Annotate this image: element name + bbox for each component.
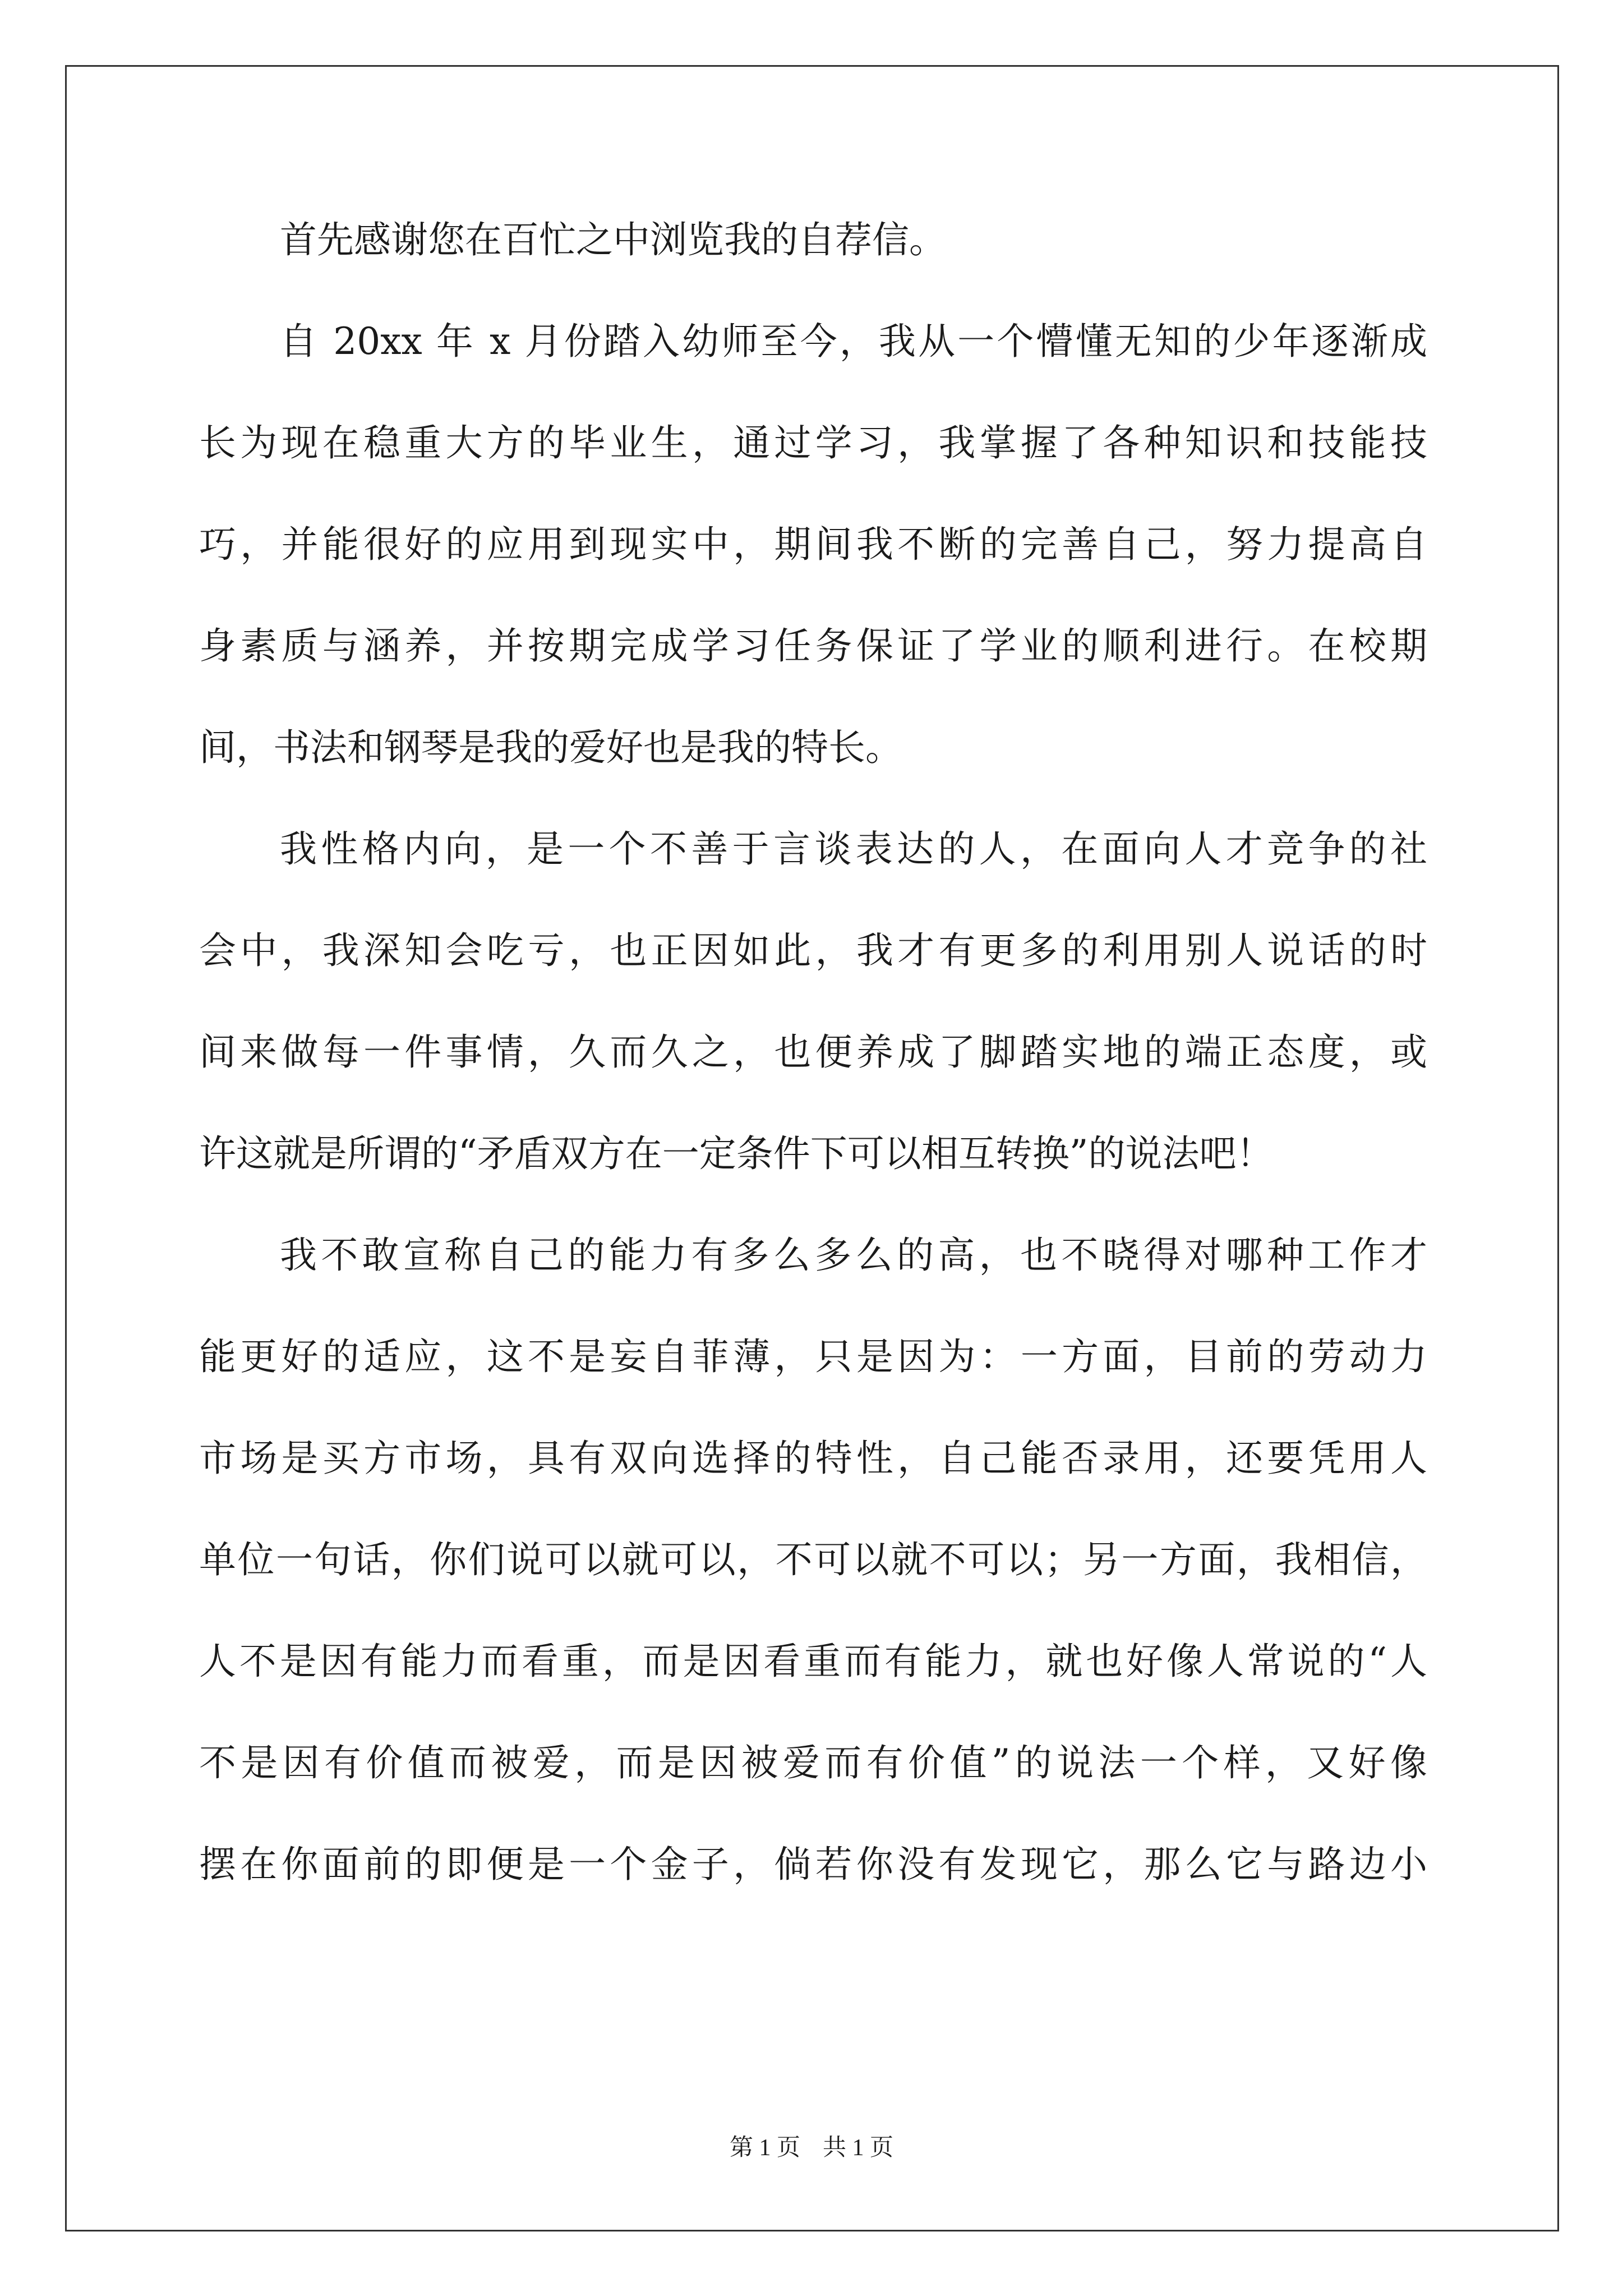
paragraph-3-line-1: 我性格内向，是一个不善于言谈表达的人，在面向人才竞争的社: [280, 827, 1427, 871]
paragraph-3-line-2: 会中，我深知会吃亏，也正因如此，我才有更多的利用别人说话的时: [199, 929, 1427, 972]
paragraph-4-line-2: 能更好的适应，这不是妄自菲薄，只是因为：一方面，目前的劳动力: [199, 1335, 1427, 1378]
paragraph-1-line-1: 首先感谢您在百忙之中浏览我的自荐信。: [280, 218, 946, 261]
paragraph-4-line-7: 摆在你面前的即便是一个金子，倘若你没有发现它，那么它与路边小: [199, 1843, 1427, 1886]
paragraph-4-line-4: 单位一句话，你们说可以就可以，不可以就不可以；另一方面，我相信，: [199, 1538, 1427, 1581]
paragraph-4-line-1: 我不敢宣称自己的能力有多么多么的高，也不晓得对哪种工作才: [280, 1234, 1427, 1277]
paragraph-2-line-1: 自 20xx 年 x 月份踏入幼师至今，我从一个懵懂无知的少年逐渐成: [280, 320, 1427, 363]
paragraph-2-line-2: 长为现在稳重大方的毕业生，通过学习，我掌握了各种知识和技能技: [199, 421, 1427, 464]
paragraph-4-line-6: 不是因有价值而被爱，而是因被爱而有价值”的说法一个样，又好像: [199, 1741, 1427, 1784]
paragraph-2-line-4: 身素质与涵养，并按期完成学习任务保证了学业的顺利进行。在校期: [199, 624, 1427, 668]
paragraph-2-line-5: 间，书法和钢琴是我的爱好也是我的特长。: [199, 726, 902, 769]
paragraph-4-line-5: 人不是因有能力而看重，而是因看重而有能力，就也好像人常说的“人: [199, 1640, 1427, 1683]
paragraph-4-line-3: 市场是买方市场，具有双向选择的特性，自己能否录用，还要凭用人: [199, 1437, 1427, 1480]
page-footer: [0, 2134, 1623, 2161]
letter-body: [199, 218, 1427, 1948]
page-number-current: 第 1 页: [729, 2135, 800, 2161]
paragraph-3-line-4: 许这就是所谓的“矛盾双方在一定条件下可以相互转换”的说法吧！: [199, 1132, 1274, 1175]
paragraph-2-line-3: 巧，并能很好的应用到现实中，期间我不断的完善自己，努力提高自: [199, 523, 1427, 566]
page-number-total: 共 1 页: [823, 2135, 894, 2161]
paragraph-3-line-3: 间来做每一件事情，久而久之，也便养成了脚踏实地的端正态度，或: [199, 1030, 1427, 1074]
